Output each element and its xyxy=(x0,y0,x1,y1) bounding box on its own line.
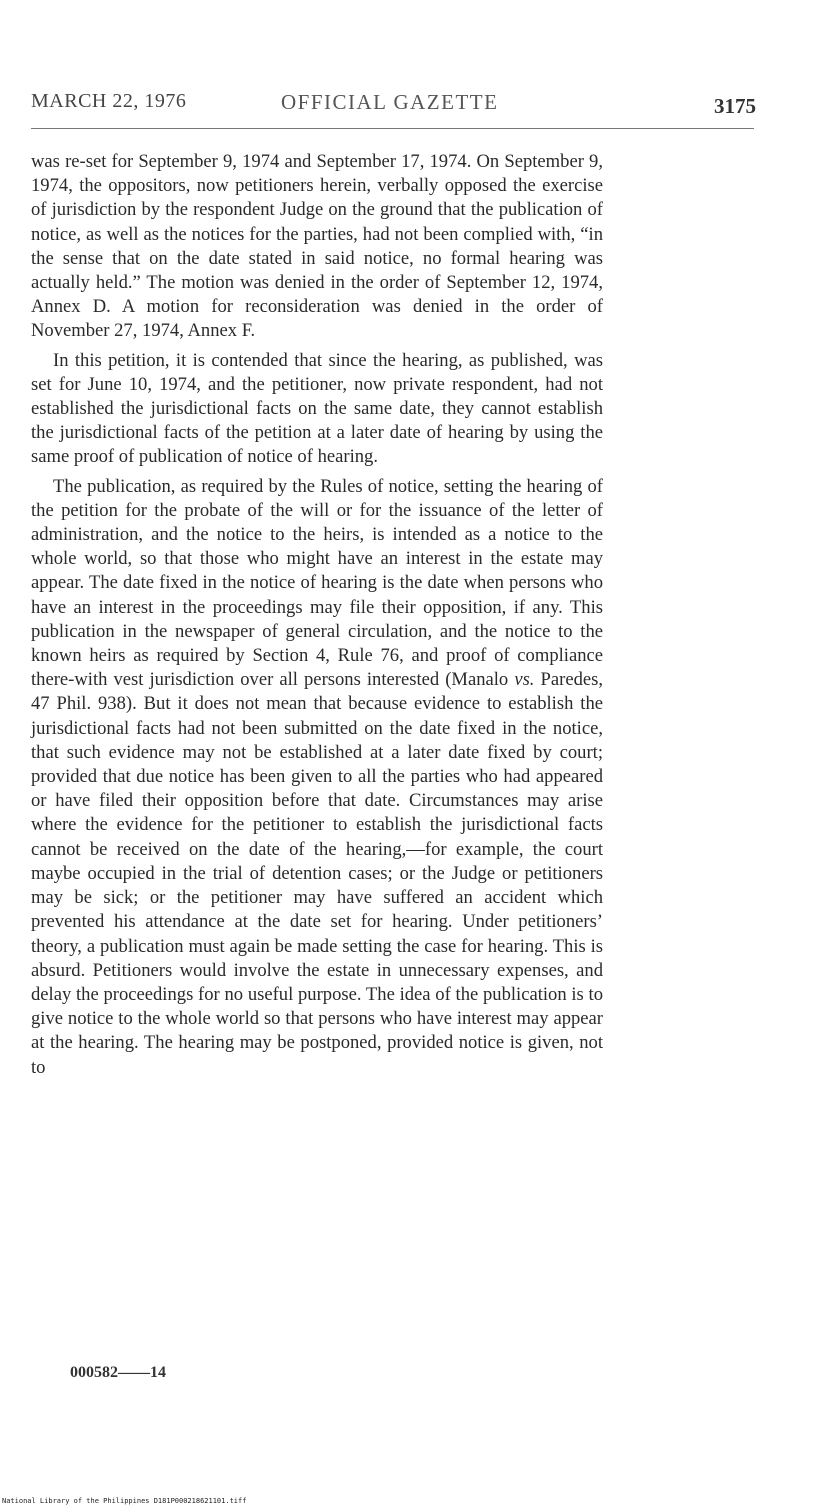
paragraph-publication-part-1: The publication, as required by the Rules of notice, setting the hearing of the petition for the probate of the will or for the issuance of the letter of administration, and the notice to the heirs, is intended as a notice to the whole world, so that those who might have an interest in the estate may appear. The date fixed in the notice of hearing is the date when persons who have an interest in the proceedings may file their opposition, if any. This publication in the newspaper of general circulation, and the notice to the known heirs as required by Section 4, Rule 76, and proof of compliance there-with vest jurisdiction over all persons interested (Manalo xyxy=(31,475,603,691)
header-page-number: 3175 xyxy=(714,94,756,118)
header-title: OFFICIAL GAZETTE xyxy=(281,90,499,114)
paragraph-publication xyxy=(31,475,603,1080)
body-text xyxy=(31,150,603,1080)
header-divider xyxy=(31,128,754,129)
print-code: 000582——14 xyxy=(70,1364,166,1381)
paragraph-continuation: was re-set for September 9, 1974 and September 17, 1974. On September 9, 1974, the oppositors, now petitioners herein, verbally opposed the exercise of jurisdiction by the respondent Judge on the ground that the publication of notice, as well as the notices for the parties, had not been complied with, “in the sense that on the date stated in said notice, no formal hearing was actually held.” The motion was denied in the order of September 12, 1974, Annex D. A motion for reconsideration was denied in the order of November 27, 1974, Annex F. xyxy=(31,151,603,342)
page-header xyxy=(31,90,764,120)
case-versus-abbrev: vs. xyxy=(514,669,535,691)
scan-caption: National Library of the Philippines D181P000218621101.tiff xyxy=(2,1497,247,1505)
header-date: MARCH 22, 1976 xyxy=(31,90,187,112)
paragraph-contention: In this petition, it is contended that since the hearing, as published, was set for June 10, 1974, and the petitioner, now private respondent, had not established the jurisdictional facts on the same date, they cannot establish the jurisdictional facts of the petition at a later date of hearing by using the same proof of publication of notice of hearing. xyxy=(31,349,603,468)
paragraph-publication-part-2: Paredes, 47 Phil. 938). But it does not mean that because evidence to establish the jurisdictional facts had not been submitted on the date fixed in the notice, that such evidence may not be established at a later date fixed by court; provided that due notice has been given to all the parties who had appeared or have filed their opposition before that date. Circumstances may arise where the evidence for the petitioner to establish the jurisdictional facts cannot be received on the date of the hearing,—for example, the court maybe occupied in the trial of detention cases; or the Judge or petitioners may be sick; or the petitioner may have suffered an accident which prevented his attendance at the date set for hearing. Under petitioners’ theory, a publication must again be made setting the case for hearing. This is absurd. Petitioners would involve the estate in unnecessary expenses, and delay the proceedings for no useful purpose. The idea of the publication is to give notice to the whole world so that persons who have interest may appear at the hearing. The hearing may be postponed, provided notice is given, not to xyxy=(31,669,604,1078)
